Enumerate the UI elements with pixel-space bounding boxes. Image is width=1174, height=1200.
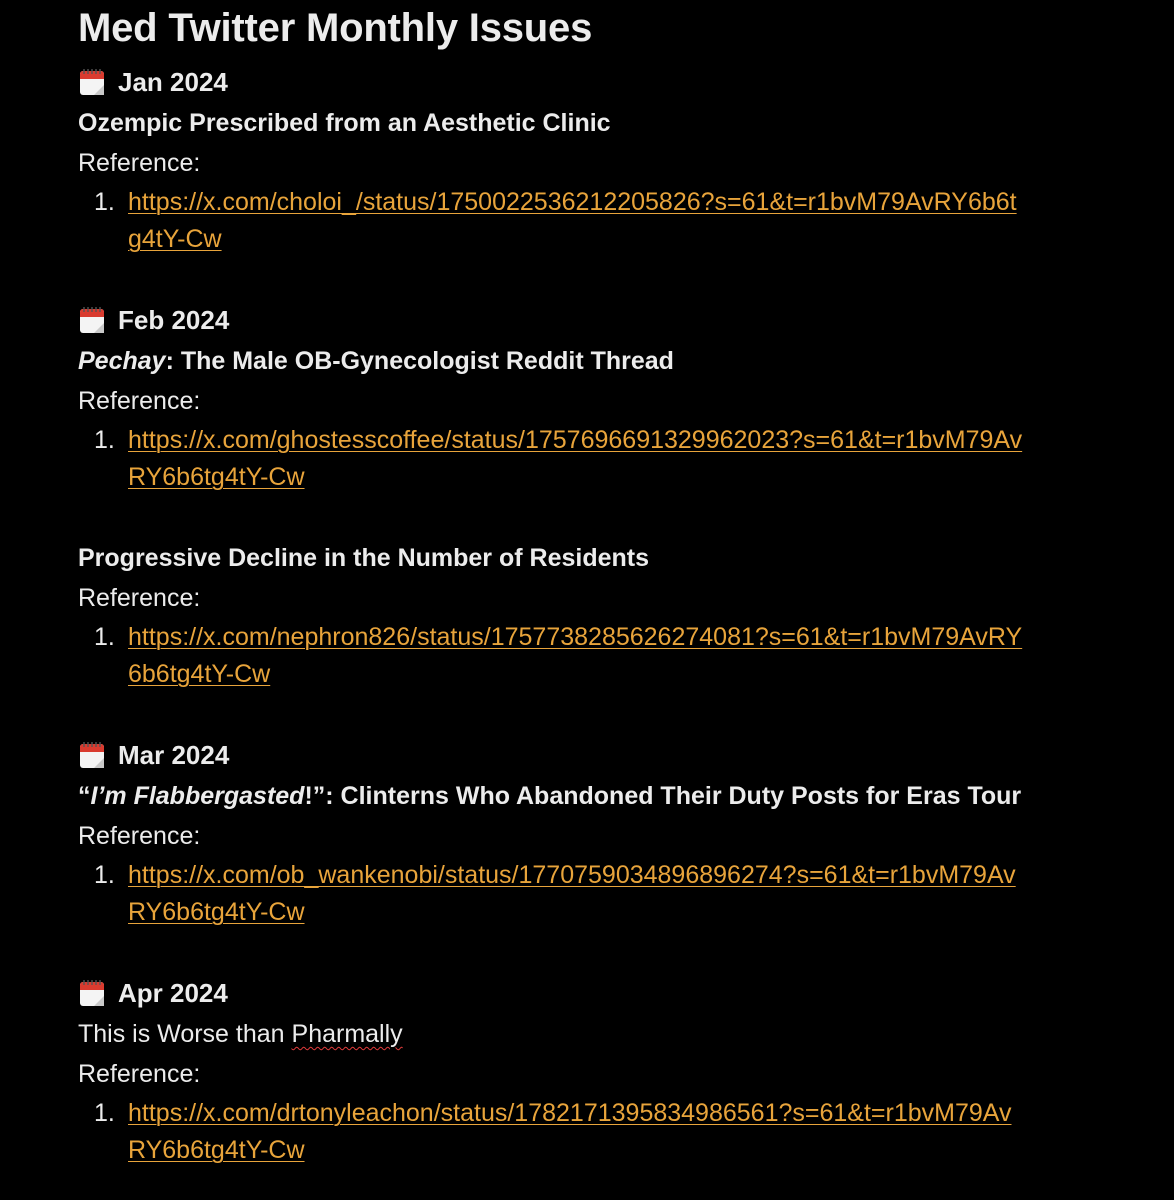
reference-link[interactable]: https://x.com/ob_wankenobi/status/1770759034896896274?s=61&t=r1bvM79AvRY6b6tg4tY-Cw xyxy=(128,861,1016,926)
heading-italic-part: I’m Flabbergasted xyxy=(90,782,305,810)
list-number: 1. xyxy=(94,623,115,651)
heading-prefix: This is Worse than xyxy=(78,1020,292,1048)
reference-link[interactable]: https://x.com/choloi_/status/1750022536212205826?s=61&t=r1bvM79AvRY6b6tg4tY-Cw xyxy=(128,188,1017,253)
month-header-feb xyxy=(78,304,229,336)
list-number: 1. xyxy=(94,861,115,889)
page-title: Med Twitter Monthly Issues xyxy=(78,6,593,50)
month-label: Feb 2024 xyxy=(118,305,230,335)
calendar-icon xyxy=(78,68,106,96)
month-label: Apr 2024 xyxy=(118,978,228,1008)
reference-label: Reference: xyxy=(78,149,201,177)
issue-heading xyxy=(78,780,1021,812)
month-header-mar xyxy=(78,739,229,771)
reference-link[interactable]: https://x.com/drtonyleachon/status/1782171395834986561?s=61&t=r1bvM79AvRY6b6tg4tY-Cw xyxy=(128,1099,1012,1164)
heading-quote-open: “ xyxy=(78,782,91,810)
reference-label: Reference: xyxy=(78,822,201,850)
document xyxy=(78,0,1158,1164)
reference-label: Reference: xyxy=(78,1060,201,1088)
heading-italic-part: Pechay xyxy=(78,347,166,375)
list-number: 1. xyxy=(94,188,115,216)
calendar-icon xyxy=(78,306,106,334)
reference-label: Reference: xyxy=(78,584,201,612)
heading-rest: !”: Clinterns Who Abandoned Their Duty Posts for Eras Tour xyxy=(304,782,1022,810)
issue-heading: Ozempic Prescribed from an Aesthetic Clinic xyxy=(78,109,611,137)
month-header-jan xyxy=(78,66,228,98)
misspelled-word[interactable]: Pharmally xyxy=(291,1020,403,1048)
reference-link[interactable]: https://x.com/nephron826/status/1757738285626274081?s=61&t=r1bvM79AvRY6b6tg4tY-Cw xyxy=(128,623,1023,688)
issue-heading xyxy=(78,345,674,377)
calendar-icon xyxy=(78,741,106,769)
heading-rest: : The Male OB-Gynecologist Reddit Thread xyxy=(165,347,674,375)
month-label: Jan 2024 xyxy=(118,67,228,97)
issue-heading xyxy=(78,1018,403,1050)
issue-heading: Progressive Decline in the Number of Residents xyxy=(78,544,649,572)
reference-label: Reference: xyxy=(78,387,201,415)
reference-link[interactable]: https://x.com/ghostesscoffee/status/1757696691329962023?s=61&t=r1bvM79AvRY6b6tg4tY-Cw xyxy=(128,426,1023,491)
list-number: 1. xyxy=(94,426,115,454)
month-label: Mar 2024 xyxy=(118,740,230,770)
list-number: 1. xyxy=(94,1099,115,1127)
month-header-apr xyxy=(78,977,228,1009)
calendar-icon xyxy=(78,979,106,1007)
